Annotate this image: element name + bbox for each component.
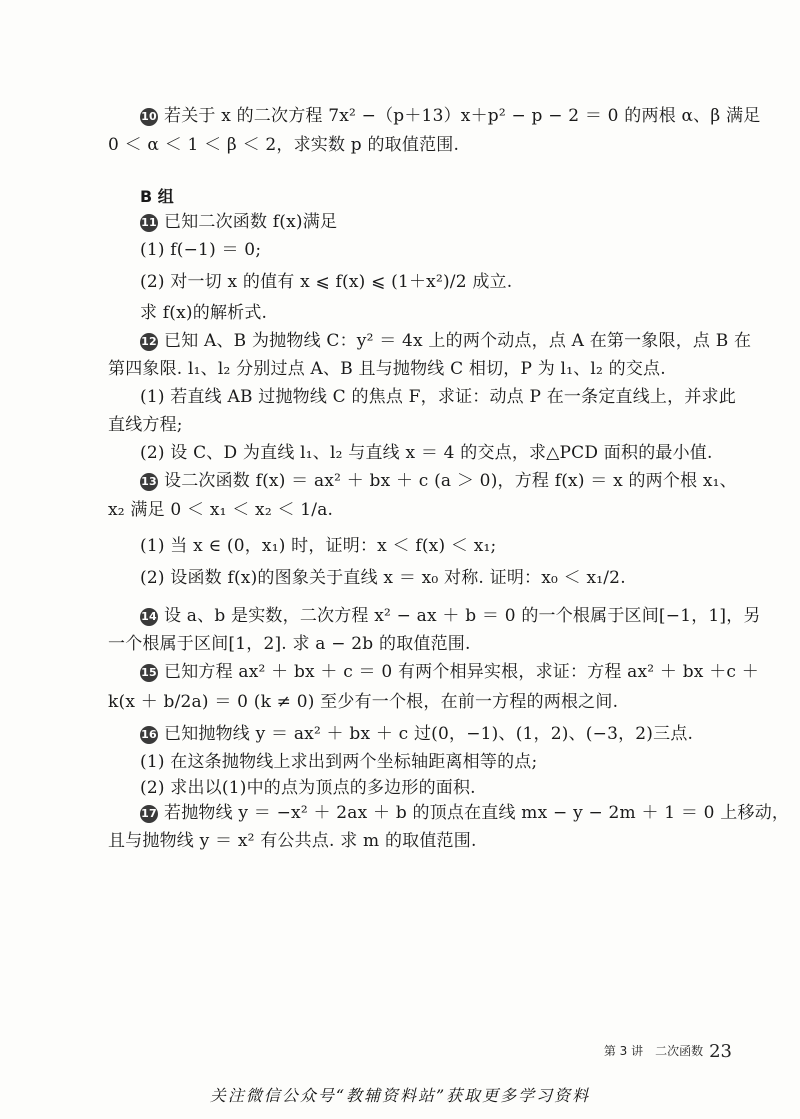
- problem-10-line-2: 0 ＜ α ＜ 1 ＜ β ＜ 2，求实数 p 的取值范围.: [108, 135, 460, 155]
- problem-12-line-1: 12 已知 A、B 为抛物线 C：y² ＝ 4x 上的两个动点，点 A 在第一象限，点 B 在: [141, 331, 752, 351]
- problem-13-line-4: (2) 设函数 f(x)的图象关于直线 x ＝ x₀ 对称. 证明：x₀ ＜ x₁/2.: [140, 568, 626, 588]
- problem-number-badge: 11: [140, 214, 158, 232]
- problem-16-line-3: (2) 求出以(1)中的点为顶点的多边形的面积.: [140, 778, 476, 798]
- problem-11-line-4: 求 f(x)的解析式.: [140, 303, 268, 323]
- problem-number-badge: 10: [140, 108, 158, 126]
- problem-17-line-2: 且与抛物线 y ＝ x² 有公共点. 求 m 的取值范围.: [108, 831, 477, 851]
- problem-number-badge: 12: [140, 333, 158, 351]
- problem-12-line-3: (1) 若直线 AB 过抛物线 C 的焦点 F，求证：动点 P 在一条定直线上，并求此: [140, 387, 736, 407]
- problem-12-line-2: 第四象限. l₁、l₂ 分别过点 A、B 且与抛物线 C 相切，P 为 l₁、l₂ 的交点.: [108, 359, 666, 379]
- problem-number-badge: 15: [140, 664, 158, 682]
- problem-14-line-1: 14 设 a、b 是实数，二次方程 x² − ax ＋ b ＝ 0 的一个根属于区间[−1，1]，另: [141, 606, 761, 626]
- watermark-text: 关注微信公众号“教辅资料站”获取更多学习资料: [209, 1086, 591, 1105]
- problem-number-badge: 14: [140, 608, 158, 626]
- section-title-group-b: B 组: [140, 187, 174, 206]
- problem-13-line-2: x₂ 满足 0 ＜ x₁ ＜ x₂ ＜ 1/a.: [108, 500, 334, 520]
- page-number: 23: [709, 1041, 732, 1062]
- problem-16-line-1: 16 已知抛物线 y ＝ ax² ＋ bx ＋ c 过(0，−1)、(1，2)、(−3，2)三点.: [141, 724, 694, 744]
- problem-12-line-5: (2) 设 C、D 为直线 l₁、l₂ 与直线 x ＝ 4 的交点，求△PCD 面积的最小值.: [140, 443, 713, 463]
- problem-11-line-1: 11 已知二次函数 f(x)满足: [141, 212, 338, 232]
- problem-13-line-1: 13 设二次函数 f(x) ＝ ax² ＋ bx ＋ c (a ＞ 0)，方程 f(x) ＝ x 的两个根 x₁、: [141, 471, 737, 491]
- problem-15-line-2: k(x ＋ b/2a) ＝ 0 (k ≠ 0) 至少有一个根，在前一方程的两根之间.: [108, 692, 619, 712]
- problem-10-line-1: 10 若关于 x 的二次方程 7x² −（p＋13）x＋p² − p − 2 ＝ 0 的两根 α、β 满足: [141, 106, 761, 126]
- problem-12-line-4: 直线方程;: [108, 415, 183, 435]
- chapter-label: 第 3 讲 二次函数: [603, 1044, 704, 1058]
- problem-11-line-3: (2) 对一切 x 的值有 x ⩽ f(x) ⩽ (1＋x²)/2 成立.: [140, 272, 513, 292]
- problem-13-line-3: (1) 当 x ∈ (0，x₁) 时，证明：x ＜ f(x) ＜ x₁;: [140, 536, 497, 556]
- problem-number-badge: 17: [140, 805, 158, 823]
- problem-number-badge: 16: [140, 726, 158, 744]
- problem-15-line-1: 15 已知方程 ax² ＋ bx ＋ c ＝ 0 有两个相异实根，求证：方程 ax² ＋ bx ＋c ＋: [141, 662, 759, 682]
- problem-number-badge: 13: [140, 473, 158, 491]
- page-footer: [604, 1041, 732, 1062]
- problem-16-line-2: (1) 在这条抛物线上求出到两个坐标轴距离相等的点;: [140, 752, 538, 772]
- problem-17-line-1: 17 若抛物线 y ＝ −x² ＋ 2ax ＋ b 的顶点在直线 mx − y − 2m ＋ 1 ＝ 0 上移动，: [141, 803, 790, 823]
- problem-14-line-2: 一个根属于区间[1，2]. 求 a − 2b 的取值范围.: [108, 634, 471, 654]
- problem-11-line-2: (1) f(−1) ＝ 0;: [140, 240, 262, 260]
